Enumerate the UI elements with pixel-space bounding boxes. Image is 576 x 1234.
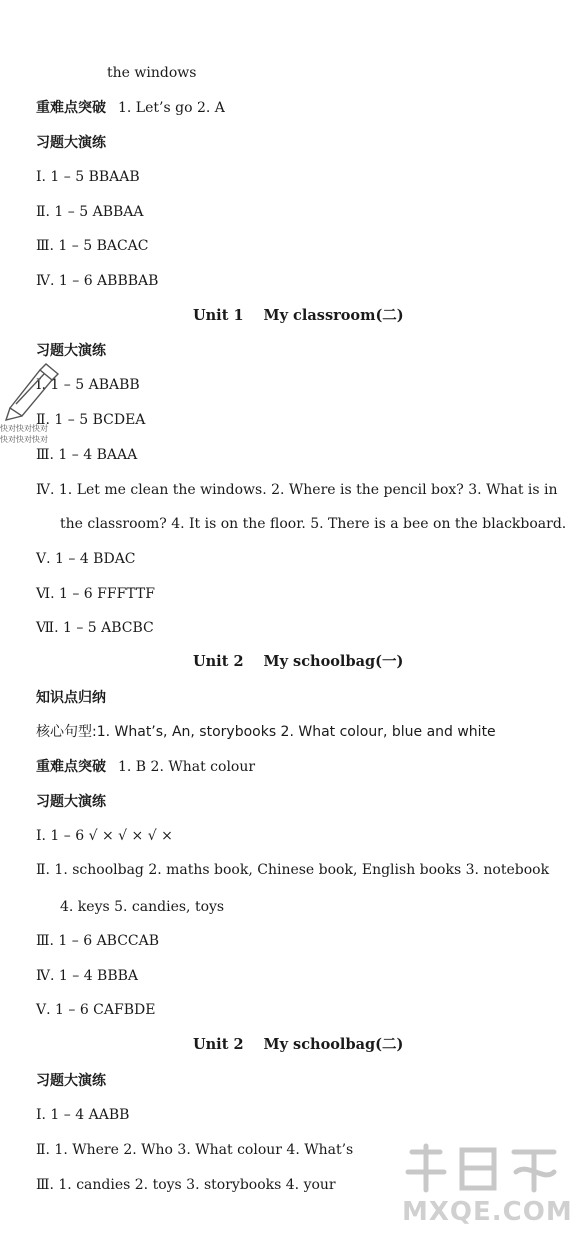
- unit-name: My schoolbag(一): [263, 653, 404, 670]
- answer-line: Ⅱ. 1. Where 2. Who 3. What colour 4. What’s: [36, 1142, 354, 1158]
- answer-line: Ⅲ. 1. candies 2. toys 3. storybooks 4. your: [36, 1177, 336, 1193]
- unit-name: My classroom(二): [263, 307, 404, 324]
- watermark-logo-icon: [398, 1142, 568, 1198]
- answer-line: Ⅳ. 1 – 6 ABBBAB: [36, 273, 159, 289]
- unit-number: Unit 2: [193, 1036, 244, 1053]
- pencil-logo-icon: [0, 360, 62, 422]
- section-heading: 习题大演练: [36, 794, 106, 810]
- answer-line: Ⅰ. 1 – 4 AABB: [36, 1107, 130, 1123]
- section-heading: 习题大演练: [36, 343, 106, 359]
- answer-line: the classroom? 4. It is on the floor. 5. There is a bee on the blackboard.: [60, 516, 567, 532]
- answer-line: Ⅰ. 1 – 5 BBAAB: [36, 169, 140, 185]
- answer-line: Ⅱ. 1 – 5 ABBAA: [36, 204, 144, 220]
- unit-number: Unit 2: [193, 653, 244, 670]
- answer-line: Ⅰ. 1 – 5 ABABB: [36, 377, 140, 393]
- answer-line: Ⅳ. 1. Let me clean the windows. 2. Where is the pencil box? 3. What is in: [36, 482, 558, 498]
- unit-number: Unit 1: [193, 307, 244, 324]
- kuaidui-stamp: [0, 360, 64, 450]
- section-heading: 习题大演练: [36, 1073, 106, 1089]
- answer-line: 4. keys 5. candies, toys: [60, 899, 225, 915]
- answer-text: 1. Let’s go 2. A: [118, 100, 225, 116]
- answer-line: Ⅱ. 1. schoolbag 2. maths book, Chinese book, English books 3. notebook: [36, 862, 550, 878]
- unit-name: My schoolbag(二): [263, 1036, 404, 1053]
- answer-line: [36, 99, 225, 117]
- answer-line: [36, 758, 255, 776]
- answer-line: Ⅲ. 1 – 6 ABCCAB: [36, 933, 160, 949]
- stamp-text: 快对快对快对: [0, 435, 48, 444]
- answer-line: Ⅶ. 1 – 5 ABCBC: [36, 620, 154, 636]
- section-label: 重难点突破: [36, 100, 106, 116]
- answer-line: Ⅲ. 1 – 5 BACAC: [36, 238, 149, 254]
- answer-line: 核心句型:1. What’s, An, storybooks 2. What colour, blue and white: [36, 724, 496, 740]
- stamp-text: 快对快对快对: [0, 424, 48, 433]
- answer-line: Ⅱ. 1 – 5 BCDEA: [36, 412, 146, 428]
- answer-line: Ⅲ. 1 – 4 BAAA: [36, 447, 138, 463]
- answer-line: Ⅵ. 1 – 6 FFFTTF: [36, 586, 155, 602]
- answer-line: Ⅳ. 1 – 4 BBBA: [36, 968, 139, 984]
- section-label: 重难点突破: [36, 759, 106, 775]
- unit-title: [193, 307, 404, 325]
- answer-line: Ⅴ. 1 – 4 BDAC: [36, 551, 136, 567]
- answer-text: 1. B 2. What colour: [118, 759, 256, 775]
- answer-line: Ⅴ. 1 – 6 CAFBDE: [36, 1002, 156, 1018]
- unit-title: [193, 653, 403, 671]
- watermark-text: MXQE.COM: [402, 1197, 573, 1227]
- section-heading: 习题大演练: [36, 135, 106, 151]
- section-heading: 知识点归纳: [36, 690, 106, 706]
- answer-line: Ⅰ. 1 – 6 √ × √ × √ ×: [36, 828, 173, 844]
- unit-title: [193, 1036, 403, 1054]
- watermark: [398, 1142, 573, 1228]
- answer-line: the windows: [107, 65, 197, 81]
